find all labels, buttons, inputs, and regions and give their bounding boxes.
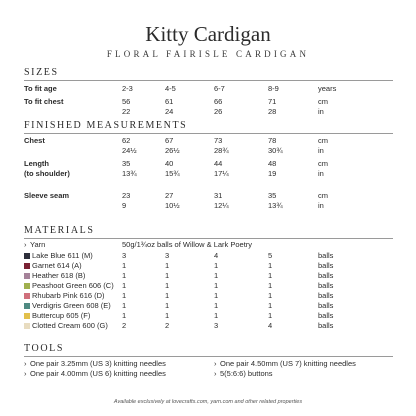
yarn-quantity-cell: 3 <box>165 251 170 260</box>
size-value-cell: 56 <box>122 97 131 106</box>
unit-label: in <box>318 107 324 116</box>
tool-item: One pair 4.00mm (US 6) knitting needles <box>30 369 166 378</box>
unit-label: balls <box>318 281 334 290</box>
unit-label: cm <box>318 97 328 106</box>
size-value-cell: 15¾ <box>165 169 180 178</box>
unit-label: in <box>318 169 324 178</box>
yarn-colour-name: Heather 618 (B) <box>32 271 86 280</box>
size-value-cell: 40 <box>165 159 174 168</box>
size-value-cell: 66 <box>214 97 223 106</box>
tools-heading: TOOLS <box>24 343 65 354</box>
yarn-quantity-cell: 2 <box>165 321 170 330</box>
size-value-cell: 19 <box>268 169 277 178</box>
yarn-quantity-cell: 3 <box>122 251 127 260</box>
size-value-cell: 71 <box>268 97 277 106</box>
unit-label: balls <box>318 301 334 310</box>
unit-label: balls <box>318 271 334 280</box>
yarn-quantity-cell: 1 <box>165 281 170 290</box>
yarn-quantity-cell: 5 <box>268 251 273 260</box>
unit-label: in <box>318 146 324 155</box>
tool-bullet-icon: › <box>24 359 27 368</box>
yarn-quantity-cell: 1 <box>165 271 170 280</box>
yarn-colour-name: Buttercup 605 (F) <box>32 311 91 320</box>
colour-swatch <box>24 283 30 289</box>
yarn-quantity-cell: 1 <box>268 271 273 280</box>
yarn-quantity-cell: 1 <box>214 291 219 300</box>
unit-label: balls <box>318 291 334 300</box>
yarn-quantity-cell: 4 <box>214 251 219 260</box>
size-value-cell: 8-9 <box>268 84 279 93</box>
unit-label: in <box>318 201 324 210</box>
size-value-cell: 22 <box>122 107 131 116</box>
colour-swatch <box>24 263 30 269</box>
yarn-colour-name: Clotted Cream 600 (G) <box>32 321 108 330</box>
size-value-cell: 73 <box>214 136 223 145</box>
yarn-quantity-cell: 1 <box>268 281 273 290</box>
yarn-quantity-cell: 1 <box>165 311 170 320</box>
yarn-quantity-cell: 1 <box>122 311 127 320</box>
size-value-cell: 26½ <box>165 146 180 155</box>
measurement-label: Sleeve seam <box>24 191 70 200</box>
sizes-heading: SIZES <box>24 67 59 78</box>
yarn-colour-name: Verdigris Green 608 (E) <box>32 301 111 310</box>
size-value-cell: 48 <box>268 159 277 168</box>
yarn-label: Yarn <box>30 240 46 249</box>
materials-heading: MATERIALS <box>24 225 95 236</box>
size-value-cell: 35 <box>122 159 131 168</box>
size-value-cell: 61 <box>165 97 174 106</box>
unit-label: cm <box>318 191 328 200</box>
size-value-cell: 4-5 <box>165 84 176 93</box>
measurement-label: (to shoulder) <box>24 169 70 178</box>
size-value-cell: 23 <box>122 191 131 200</box>
colour-swatch <box>24 313 30 319</box>
yarn-quantity-cell: 1 <box>122 301 127 310</box>
measurement-label: Length <box>24 159 49 168</box>
size-value-cell: 13¾ <box>268 201 283 210</box>
yarn-quantity-cell: 1 <box>214 261 219 270</box>
size-value-cell: 62 <box>122 136 131 145</box>
yarn-quantity-cell: 1 <box>268 261 273 270</box>
yarn-quantity-cell: 1 <box>214 271 219 280</box>
size-value-cell: 24½ <box>122 146 137 155</box>
yarn-quantity-cell: 1 <box>268 301 273 310</box>
page-title: Kitty Cardigan <box>145 22 271 46</box>
colour-swatch <box>24 323 30 329</box>
size-value-cell: 67 <box>165 136 174 145</box>
unit-label: balls <box>318 261 334 270</box>
yarn-quantity-cell: 1 <box>214 301 219 310</box>
size-value-cell: 17¼ <box>214 169 229 178</box>
size-value-cell: 27 <box>165 191 174 200</box>
yarn-quantity-cell: 3 <box>214 321 219 330</box>
tool-bullet-icon: › <box>214 369 217 378</box>
tool-item: One pair 4.50mm (US 7) knitting needles <box>220 359 356 368</box>
sizes-divider <box>24 80 393 81</box>
unit-label: balls <box>318 251 334 260</box>
finished-measurements-heading: FINISHED MEASUREMENTS <box>24 120 188 131</box>
yarn-bullet-icon: › <box>24 240 27 249</box>
yarn-colour-name: Garnet 614 (A) <box>32 261 82 270</box>
yarn-quantity-cell: 1 <box>214 281 219 290</box>
size-value-cell: 9 <box>122 201 127 210</box>
yarn-quantity-cell: 1 <box>268 311 273 320</box>
colour-swatch <box>24 273 30 279</box>
size-value-cell: 30¾ <box>268 146 283 155</box>
tool-item: One pair 3.25mm (US 3) knitting needles <box>30 359 166 368</box>
materials-divider <box>24 238 393 239</box>
colour-swatch <box>24 303 30 309</box>
measurement-label: Chest <box>24 136 45 145</box>
size-value-cell: 12¼ <box>214 201 229 210</box>
size-value-cell: 35 <box>268 191 277 200</box>
tool-item: 5(5:6:6) buttons <box>220 369 273 378</box>
unit-label: cm <box>318 136 328 145</box>
unit-label: balls <box>318 321 334 330</box>
yarn-colour-name: Peashoot Green 606 (C) <box>32 281 114 290</box>
size-value-cell: 10½ <box>165 201 180 210</box>
size-value-cell: 24 <box>165 107 174 116</box>
colour-swatch <box>24 253 30 259</box>
size-value-cell: 28¾ <box>214 146 229 155</box>
yarn-description: 50g/1¾oz balls of Willow & Lark Poetry <box>122 240 253 249</box>
page-subtitle: FLORAL FAIRISLE CARDIGAN <box>106 49 310 59</box>
yarn-quantity-cell: 1 <box>122 261 127 270</box>
yarn-colour-name: Lake Blue 611 (M) <box>32 251 93 260</box>
colour-swatch <box>24 293 30 299</box>
yarn-quantity-cell: 2 <box>122 321 127 330</box>
tool-bullet-icon: › <box>214 359 217 368</box>
tools-divider <box>24 356 393 357</box>
footer-note: Available exclusively at lovecrafts.com, yarn.com and other related properties <box>113 399 303 405</box>
unit-label: years <box>318 84 337 93</box>
size-value-cell: 78 <box>268 136 277 145</box>
tool-bullet-icon: › <box>24 369 27 378</box>
size-value-cell: 2-3 <box>122 84 133 93</box>
measurement-label: To fit age <box>24 84 57 93</box>
yarn-quantity-cell: 1 <box>165 301 170 310</box>
finished-measurements-divider <box>24 133 393 134</box>
yarn-quantity-cell: 4 <box>268 321 273 330</box>
yarn-quantity-cell: 1 <box>122 291 127 300</box>
unit-label: cm <box>318 159 328 168</box>
yarn-quantity-cell: 1 <box>165 261 170 270</box>
size-value-cell: 13¾ <box>122 169 137 178</box>
size-value-cell: 26 <box>214 107 223 116</box>
yarn-quantity-cell: 1 <box>165 291 170 300</box>
yarn-quantity-cell: 1 <box>122 271 127 280</box>
size-value-cell: 6-7 <box>214 84 225 93</box>
size-value-cell: 31 <box>214 191 223 200</box>
size-value-cell: 44 <box>214 159 223 168</box>
yarn-quantity-cell: 1 <box>268 291 273 300</box>
size-value-cell: 28 <box>268 107 277 116</box>
yarn-quantity-cell: 1 <box>122 281 127 290</box>
unit-label: balls <box>318 311 334 320</box>
yarn-quantity-cell: 1 <box>214 311 219 320</box>
yarn-colour-name: Rhubarb Pink 616 (D) <box>32 291 105 300</box>
measurement-label: To fit chest <box>24 97 64 106</box>
